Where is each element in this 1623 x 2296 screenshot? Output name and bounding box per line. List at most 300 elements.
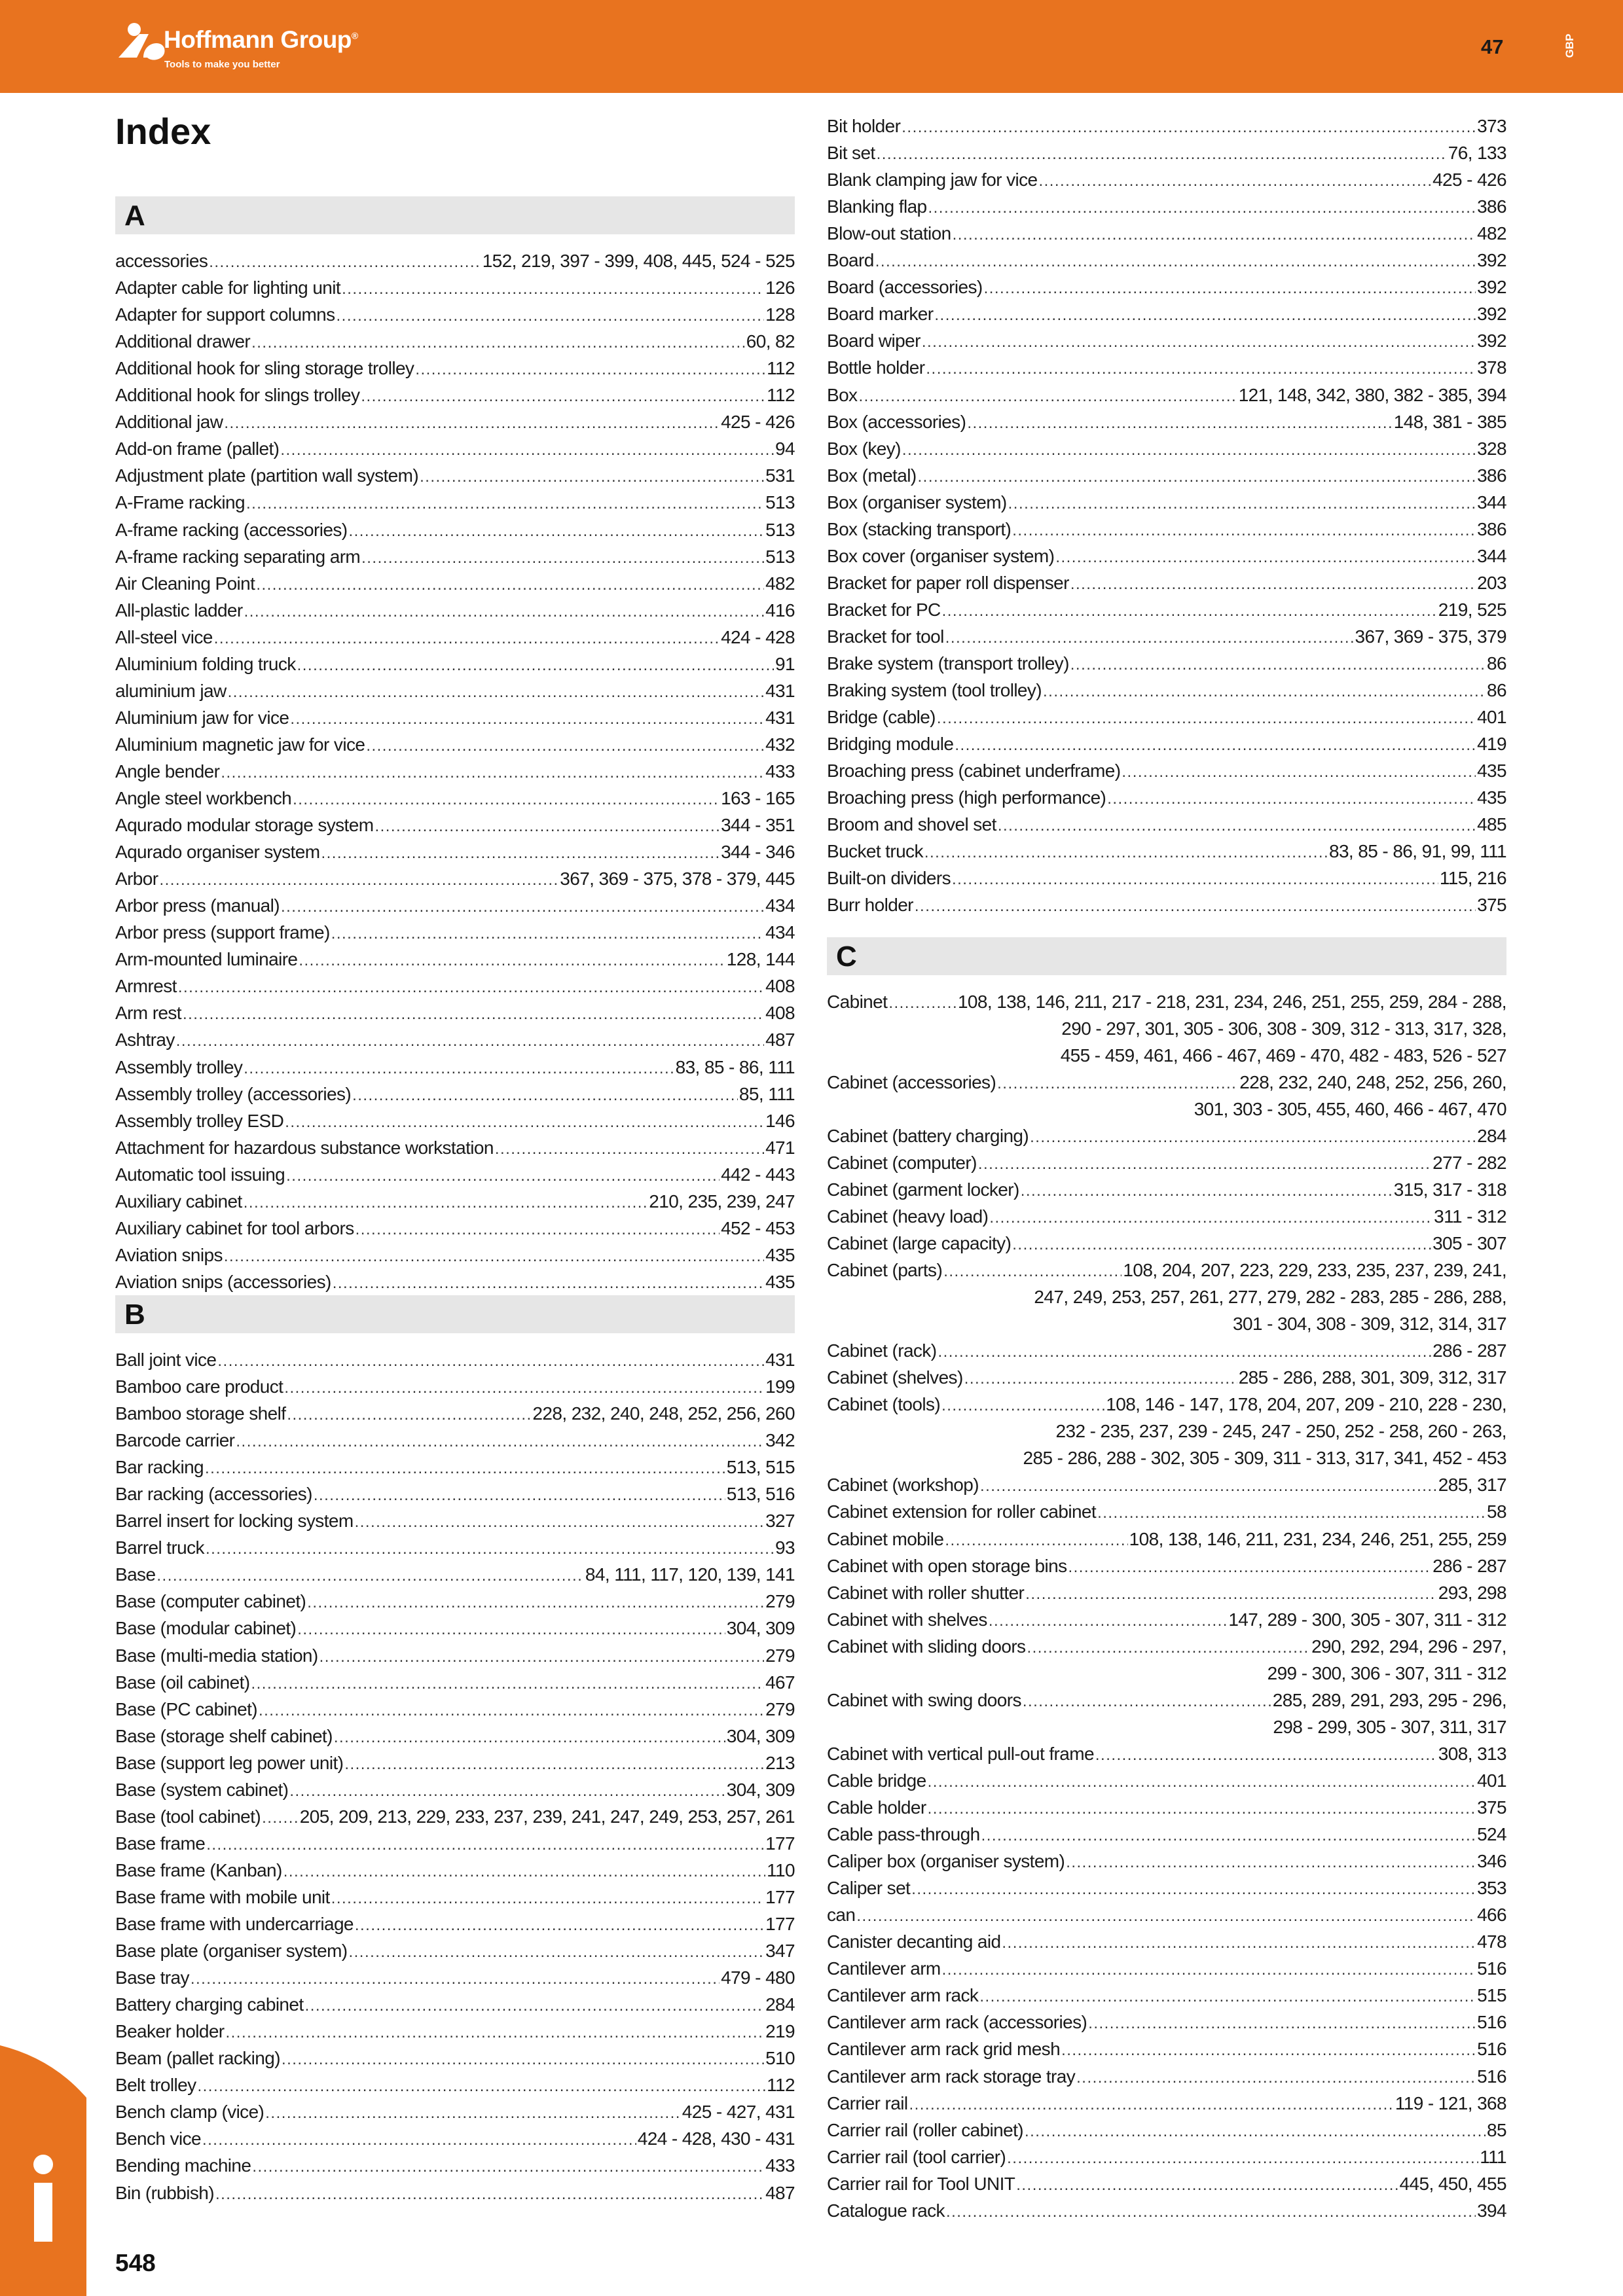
entry-pages: 152, 219, 397 - 399, 408, 445, 524 - 525 bbox=[482, 251, 795, 271]
dot-leader bbox=[915, 891, 1476, 920]
entry-pages: 91 bbox=[775, 653, 795, 674]
entry-term: Cabinet bbox=[827, 991, 888, 1012]
entry-term: Aviation snips bbox=[115, 1244, 223, 1265]
dot-leader bbox=[945, 1526, 1127, 1554]
entry-pages: 163 - 165 bbox=[721, 788, 795, 808]
entry-pages: 401 bbox=[1477, 1770, 1506, 1791]
entry-pages: 177 bbox=[765, 1886, 795, 1907]
dot-leader bbox=[224, 408, 720, 437]
entry-pages-continued: 301 - 304, 308 - 309, 312, 314, 317 bbox=[1232, 1314, 1506, 1335]
entry-pages: 58 bbox=[1487, 1501, 1506, 1522]
entry-term: Catalogue rack bbox=[827, 2200, 945, 2221]
entry-pages: 277 - 282 bbox=[1432, 1152, 1506, 1173]
entry-pages: 386 bbox=[1477, 196, 1506, 217]
dot-leader bbox=[1070, 650, 1486, 678]
index-entry bbox=[115, 1749, 795, 1776]
dot-leader bbox=[319, 1642, 764, 1670]
entry-term: Attachment for hazardous substance workstation bbox=[115, 1137, 494, 1158]
index-entry bbox=[115, 1268, 795, 1295]
dot-leader bbox=[307, 1588, 764, 1616]
entry-pages: 83, 85 - 86, 91, 99, 111 bbox=[1328, 841, 1506, 862]
entry-pages: 392 bbox=[1477, 277, 1506, 298]
entry-pages: 485 bbox=[1477, 814, 1506, 835]
index-entry bbox=[827, 2197, 1506, 2224]
dot-leader bbox=[1095, 1740, 1437, 1768]
entry-pages: 85, 111 bbox=[739, 1083, 795, 1104]
section-heading-a: A bbox=[115, 196, 795, 234]
entry-pages: 85 bbox=[1487, 2119, 1506, 2140]
entry-term: Cabinet with shelves bbox=[827, 1609, 987, 1630]
entry-term: Assembly trolley (accessories) bbox=[115, 1083, 352, 1104]
dot-leader bbox=[998, 811, 1476, 839]
dot-leader bbox=[909, 2090, 1393, 2118]
dot-leader bbox=[942, 1955, 1476, 1983]
index-entry bbox=[115, 462, 795, 489]
entry-term: Box (stacking transport) bbox=[827, 518, 1012, 539]
entry-term: Carrier rail for Tool UNIT bbox=[827, 2173, 1015, 2194]
entry-term: Blow-out station bbox=[827, 223, 951, 244]
entry-term: Base (multi-media station) bbox=[115, 1645, 318, 1666]
entry-pages: 219, 525 bbox=[1438, 599, 1506, 620]
dot-leader bbox=[289, 1776, 725, 1804]
index-entry bbox=[115, 1615, 795, 1641]
entry-term: Cabinet with open storage bins bbox=[827, 1555, 1067, 1576]
index-entry bbox=[827, 113, 1506, 139]
page-header bbox=[0, 0, 1623, 93]
header-page-number: 47 bbox=[1481, 35, 1504, 58]
dot-leader bbox=[928, 1794, 1476, 1822]
index-entry bbox=[827, 2090, 1506, 2117]
dot-leader bbox=[978, 1149, 1431, 1177]
dot-leader bbox=[946, 2197, 1476, 2225]
index-entry bbox=[115, 2152, 795, 2179]
index-entry bbox=[115, 382, 795, 408]
entry-term: All-steel vice bbox=[115, 626, 213, 647]
entry-pages: 394 bbox=[1477, 2200, 1506, 2221]
index-entry bbox=[115, 408, 795, 435]
entry-term: Aluminium folding truck bbox=[115, 653, 296, 674]
dot-leader bbox=[286, 1161, 720, 1189]
index-entry bbox=[115, 1107, 795, 1134]
dot-leader bbox=[293, 785, 720, 813]
dot-leader bbox=[159, 865, 558, 893]
entry-term: Aluminium jaw for vice bbox=[115, 707, 289, 728]
entry-term: Cabinet with vertical pull-out frame bbox=[827, 1743, 1094, 1764]
dot-leader bbox=[202, 2125, 636, 2153]
entry-term: Box (metal) bbox=[827, 465, 917, 486]
entry-pages: 121, 148, 342, 380, 382 - 385, 394 bbox=[1238, 384, 1506, 405]
index-entry bbox=[827, 865, 1506, 891]
dot-leader bbox=[1012, 516, 1476, 544]
entry-pages: 305 - 307 bbox=[1432, 1232, 1506, 1253]
index-entry bbox=[115, 1884, 795, 1910]
entry-term: Bit holder bbox=[827, 116, 901, 136]
entry-pages: 327 bbox=[765, 1511, 795, 1532]
dot-leader bbox=[902, 435, 1476, 463]
dot-leader bbox=[941, 1391, 1104, 1419]
index-entry bbox=[115, 301, 795, 328]
dot-leader bbox=[1076, 2063, 1476, 2091]
entry-pages-continued: 247, 249, 253, 257, 261, 277, 279, 282 - 283, 285 - 286, 288, bbox=[1034, 1287, 1506, 1308]
entry-term: Barrel truck bbox=[115, 1537, 204, 1558]
dot-leader bbox=[1107, 784, 1476, 812]
dot-leader bbox=[236, 1427, 764, 1455]
entry-pages-continued: 232 - 235, 237, 239 - 245, 247 - 250, 252 - 258, 260 - 263, bbox=[1055, 1421, 1506, 1442]
index-entry bbox=[827, 2170, 1506, 2197]
index-entry bbox=[827, 354, 1506, 381]
entry-term: Base (system cabinet) bbox=[115, 1779, 289, 1800]
entry-pages: 279 bbox=[765, 1645, 795, 1666]
index-entry bbox=[115, 785, 795, 812]
entry-term: Arm rest bbox=[115, 1003, 181, 1024]
index-entry bbox=[115, 946, 795, 973]
dot-leader bbox=[980, 1471, 1437, 1499]
entry-term: Braking system (tool trolley) bbox=[827, 680, 1042, 701]
entry-term: Bridge (cable) bbox=[827, 707, 936, 728]
index-entry bbox=[827, 1794, 1506, 1821]
index-entry bbox=[115, 1054, 795, 1081]
entry-pages: 445, 450, 455 bbox=[1399, 2173, 1506, 2194]
dot-leader bbox=[331, 919, 764, 947]
info-tab-icon bbox=[0, 2045, 86, 2296]
entry-pages: 401 bbox=[1477, 707, 1506, 728]
entry-pages: 279 bbox=[765, 1591, 795, 1612]
index-entry bbox=[115, 1346, 795, 1373]
entry-term: Bar racking bbox=[115, 1457, 204, 1478]
index-entry bbox=[115, 999, 795, 1026]
dot-leader bbox=[888, 988, 957, 1016]
dot-leader bbox=[337, 301, 765, 329]
entry-term: Bracket for tool bbox=[827, 626, 944, 647]
entry-pages: 425 - 427, 431 bbox=[682, 2102, 795, 2123]
entry-term: Brake system (transport trolley) bbox=[827, 653, 1069, 673]
entry-term: Base frame bbox=[115, 1833, 206, 1854]
entry-pages: 108, 146 - 147, 178, 204, 207, 209 - 210, 228 - 230, bbox=[1106, 1394, 1506, 1415]
dot-leader bbox=[997, 1069, 1238, 1097]
entry-pages: 431 bbox=[765, 707, 795, 728]
entry-term: Bucket truck bbox=[827, 841, 923, 862]
index-entry bbox=[115, 435, 795, 462]
index-entry bbox=[115, 812, 795, 838]
entry-term: Add-on frame (pallet) bbox=[115, 439, 280, 459]
entry-pages: 434 bbox=[765, 922, 795, 943]
dot-leader bbox=[856, 1901, 1476, 1929]
index-entry bbox=[827, 1579, 1506, 1606]
dot-leader bbox=[922, 327, 1476, 355]
entry-term: A-frame racking separating arm bbox=[115, 546, 361, 567]
index-entry bbox=[115, 2018, 795, 2045]
entry-pages: 433 bbox=[765, 2155, 795, 2176]
section-heading-b: B bbox=[115, 1295, 795, 1333]
index-entry bbox=[827, 1821, 1506, 1848]
index-entry bbox=[115, 2179, 795, 2206]
dot-leader bbox=[361, 543, 764, 571]
index-entry bbox=[115, 1991, 795, 2018]
entry-term: Adapter for support columns bbox=[115, 304, 335, 325]
index-entry bbox=[827, 730, 1506, 757]
entry-pages: 342 bbox=[765, 1430, 795, 1451]
entry-pages: 94 bbox=[775, 439, 795, 459]
index-entry bbox=[115, 1937, 795, 1964]
index-entry bbox=[115, 2072, 795, 2098]
dot-leader bbox=[226, 2018, 765, 2046]
entry-term: Additional hook for slings trolley bbox=[115, 385, 360, 406]
index-entry bbox=[115, 704, 795, 731]
dot-leader bbox=[989, 1203, 1432, 1231]
dot-leader bbox=[366, 731, 764, 759]
dot-leader bbox=[156, 1561, 583, 1589]
entry-pages: 347 bbox=[765, 1941, 795, 1962]
dot-leader bbox=[955, 730, 1476, 759]
dot-leader bbox=[1039, 166, 1432, 194]
entry-term: Board bbox=[827, 250, 874, 271]
entry-term: Cabinet (large capacity) bbox=[827, 1232, 1012, 1253]
index-entry bbox=[115, 1830, 795, 1857]
index-entry bbox=[827, 462, 1506, 489]
entry-pages: 516 bbox=[1477, 2066, 1506, 2087]
index-entry bbox=[827, 1176, 1506, 1203]
dot-leader bbox=[1061, 2036, 1476, 2064]
entry-term: Cabinet (computer) bbox=[827, 1152, 977, 1173]
index-entry bbox=[827, 1526, 1506, 1552]
index-entry bbox=[827, 516, 1506, 543]
entry-pages: 119 - 121, 368 bbox=[1395, 2092, 1506, 2113]
entry-pages: 515 bbox=[1477, 1985, 1506, 2006]
entry-pages: 112 bbox=[767, 358, 795, 379]
index-entry bbox=[827, 327, 1506, 354]
entry-pages: 346 bbox=[1477, 1851, 1506, 1872]
entry-pages: 210, 235, 239, 247 bbox=[649, 1191, 795, 1211]
entry-pages: 467 bbox=[765, 1672, 795, 1693]
dot-leader bbox=[979, 1982, 1476, 2010]
index-entry bbox=[827, 1069, 1506, 1096]
dot-leader bbox=[1025, 1579, 1437, 1607]
entry-pages: 86 bbox=[1487, 653, 1506, 673]
entry-term: Base bbox=[115, 1564, 156, 1585]
entry-term: Arbor press (manual) bbox=[115, 895, 280, 916]
index-entry bbox=[827, 1740, 1506, 1767]
entry-pages: 513, 515 bbox=[726, 1457, 795, 1478]
dot-leader bbox=[297, 651, 774, 679]
entry-pages: 375 bbox=[1477, 1797, 1506, 1818]
index-entry bbox=[827, 1391, 1506, 1418]
dot-leader bbox=[297, 1615, 725, 1643]
entry-term: Arm-mounted luminaire bbox=[115, 949, 298, 970]
page-number: 548 bbox=[115, 2250, 156, 2276]
index-entry bbox=[115, 1776, 795, 1803]
entry-pages: 284 bbox=[1477, 1125, 1506, 1146]
index-entry bbox=[827, 2144, 1506, 2170]
index-entry bbox=[115, 1857, 795, 1884]
dot-leader bbox=[943, 1257, 1122, 1285]
entry-term: Built-on dividers bbox=[827, 868, 951, 889]
dot-leader bbox=[262, 1803, 299, 1831]
dot-leader bbox=[938, 1337, 1431, 1365]
dot-leader bbox=[314, 1480, 725, 1509]
entry-term: Base frame (Kanban) bbox=[115, 1859, 282, 1880]
entry-term: Bench vice bbox=[115, 2128, 201, 2149]
index-entry bbox=[827, 166, 1506, 193]
entry-term: Automatic tool issuing bbox=[115, 1164, 285, 1185]
entry-term: Blanking flap bbox=[827, 196, 927, 217]
index-entry bbox=[115, 355, 795, 382]
entry-pages: 293, 298 bbox=[1438, 1582, 1506, 1603]
entry-pages: 524 bbox=[1477, 1824, 1506, 1845]
dot-leader bbox=[244, 597, 764, 625]
dot-leader bbox=[361, 382, 765, 410]
entry-term: Cabinet with swing doors bbox=[827, 1689, 1021, 1710]
entry-pages-continued: 290 - 297, 301, 305 - 306, 308 - 309, 312 - 313, 317, 328, bbox=[1061, 1018, 1506, 1039]
entry-term: Arbor press (support frame) bbox=[115, 922, 330, 943]
dot-leader bbox=[945, 623, 1354, 651]
index-entry bbox=[115, 2098, 795, 2125]
entry-term: Base (PC cabinet) bbox=[115, 1698, 258, 1719]
dot-leader bbox=[244, 1188, 648, 1216]
index-entry bbox=[115, 1803, 795, 1830]
entry-pages: 478 bbox=[1477, 1931, 1506, 1952]
dot-leader bbox=[178, 973, 764, 1001]
index-entry bbox=[827, 1982, 1506, 2009]
index-entry bbox=[827, 1687, 1506, 1713]
index-entry bbox=[115, 247, 795, 274]
entry-pages: 284 bbox=[765, 1994, 795, 2015]
entry-term: Bracket for PC bbox=[827, 599, 941, 620]
entry-pages: 285, 289, 291, 293, 295 - 296, bbox=[1272, 1689, 1506, 1710]
entry-term: Carrier rail bbox=[827, 2092, 908, 2113]
entry-term: Cabinet (parts) bbox=[827, 1260, 943, 1280]
dot-leader bbox=[285, 1107, 764, 1136]
index-entry bbox=[115, 1669, 795, 1696]
index-entry bbox=[827, 435, 1506, 462]
entry-term: Assembly trolley ESD bbox=[115, 1110, 284, 1131]
index-entry bbox=[827, 1928, 1506, 1955]
dot-leader bbox=[1066, 1848, 1476, 1876]
entry-pages: 392 bbox=[1477, 331, 1506, 351]
brand-tagline: Tools to make you better bbox=[164, 59, 280, 70]
entry-pages: 435 bbox=[765, 1271, 795, 1292]
dot-leader bbox=[251, 1669, 765, 1697]
index-entry bbox=[827, 569, 1506, 596]
entry-pages: 344 - 346 bbox=[721, 842, 795, 863]
index-entry bbox=[827, 784, 1506, 811]
index-entry bbox=[827, 811, 1506, 838]
entry-pages: 110 bbox=[767, 1859, 795, 1880]
dot-leader bbox=[989, 1606, 1228, 1634]
entry-pages: 290, 292, 294, 296 - 297, bbox=[1311, 1636, 1506, 1657]
index-entry bbox=[115, 1373, 795, 1400]
entry-pages: 353 bbox=[1477, 1878, 1506, 1899]
entry-pages: 419 bbox=[1477, 734, 1506, 755]
entry-pages: 466 bbox=[1477, 1905, 1506, 1926]
dot-leader bbox=[244, 1054, 674, 1082]
entry-term: A-Frame racking bbox=[115, 492, 245, 513]
entry-pages: 304, 309 bbox=[726, 1779, 795, 1800]
entry-term: Aqurado organiser system bbox=[115, 842, 320, 863]
index-entry bbox=[827, 677, 1506, 704]
dot-leader bbox=[1027, 1633, 1310, 1661]
index-entry bbox=[115, 731, 795, 758]
dot-leader bbox=[333, 1268, 764, 1297]
entry-pages: 328 bbox=[1477, 438, 1506, 459]
entry-pages: 112 bbox=[767, 2075, 795, 2096]
dot-leader bbox=[206, 1830, 764, 1858]
dot-leader bbox=[952, 865, 1438, 893]
entry-term: Board wiper bbox=[827, 331, 921, 351]
entry-term: Cabinet (heavy load) bbox=[827, 1206, 989, 1227]
entry-pages: 435 bbox=[765, 1244, 795, 1265]
entry-pages: 228, 232, 240, 248, 252, 256, 260 bbox=[532, 1403, 795, 1424]
entry-pages: 386 bbox=[1477, 518, 1506, 539]
dot-leader bbox=[1025, 2117, 1486, 2145]
entry-pages: 315, 317 - 318 bbox=[1393, 1179, 1506, 1200]
index-entry bbox=[115, 1696, 795, 1723]
index-entry bbox=[115, 1561, 795, 1588]
entry-pages: 471 bbox=[765, 1137, 795, 1158]
entry-term: Bench clamp (vice) bbox=[115, 2102, 264, 2123]
entry-term: Beaker holder bbox=[115, 2021, 225, 2042]
entry-pages: 199 bbox=[765, 1376, 795, 1397]
index-entry bbox=[827, 1767, 1506, 1794]
index-entry bbox=[827, 1633, 1506, 1660]
dot-leader bbox=[875, 247, 1476, 275]
entry-term: Auxiliary cabinet bbox=[115, 1191, 242, 1211]
entry-pages: 425 - 426 bbox=[721, 412, 795, 433]
entry-term: Cabinet (battery charging) bbox=[827, 1125, 1029, 1146]
index-entry bbox=[827, 220, 1506, 247]
dot-leader bbox=[265, 2098, 681, 2126]
entry-term: Bar racking (accessories) bbox=[115, 1484, 312, 1505]
entry-pages: 510 bbox=[765, 2048, 795, 2069]
entry-term: Cantilever arm rack (accessories) bbox=[827, 2012, 1087, 2033]
index-entry bbox=[115, 543, 795, 570]
index-entry bbox=[827, 193, 1506, 220]
dot-leader bbox=[290, 704, 764, 732]
entry-term: Cantilever arm bbox=[827, 1958, 941, 1979]
entry-term: Aluminium magnetic jaw for vice bbox=[115, 734, 365, 755]
entry-term: Base plate (organiser system) bbox=[115, 1941, 348, 1962]
entry-term: Bottle holder bbox=[827, 357, 925, 378]
entry-term: Assembly trolley bbox=[115, 1056, 243, 1077]
entry-term: Base (modular cabinet) bbox=[115, 1618, 297, 1639]
entry-term: Additional jaw bbox=[115, 412, 223, 433]
index-entry bbox=[827, 988, 1506, 1015]
entry-pages: 367, 369 - 375, 379 bbox=[1355, 626, 1506, 647]
entry-term: Cantilever arm rack bbox=[827, 1985, 979, 2006]
entry-term: Cabinet with sliding doors bbox=[827, 1636, 1026, 1657]
dot-leader bbox=[356, 1215, 720, 1243]
dot-leader bbox=[1068, 1552, 1431, 1581]
dot-leader bbox=[1012, 1230, 1431, 1258]
index-entry bbox=[827, 596, 1506, 623]
index-entry bbox=[115, 1081, 795, 1107]
entry-pages: 386 bbox=[1477, 465, 1506, 486]
entry-pages: 128 bbox=[765, 304, 795, 325]
index-entry bbox=[827, 650, 1506, 677]
dot-leader bbox=[209, 247, 481, 276]
index-entry bbox=[115, 1188, 795, 1215]
index-entry bbox=[115, 516, 795, 543]
dot-leader bbox=[911, 1874, 1476, 1903]
entry-pages: 285 - 286, 288, 301, 309, 312, 317 bbox=[1238, 1367, 1506, 1388]
entry-pages: 344 bbox=[1477, 545, 1506, 566]
entry-term: Caliper box (organiser system) bbox=[827, 1851, 1065, 1872]
index-entry bbox=[115, 758, 795, 785]
entry-pages: 435 bbox=[1477, 761, 1506, 781]
entry-term: Bamboo storage shelf bbox=[115, 1403, 286, 1424]
index-entry bbox=[115, 838, 795, 865]
entry-pages: 367, 369 - 375, 378 - 379, 445 bbox=[560, 869, 795, 889]
entry-term: Cabinet (accessories) bbox=[827, 1071, 996, 1092]
